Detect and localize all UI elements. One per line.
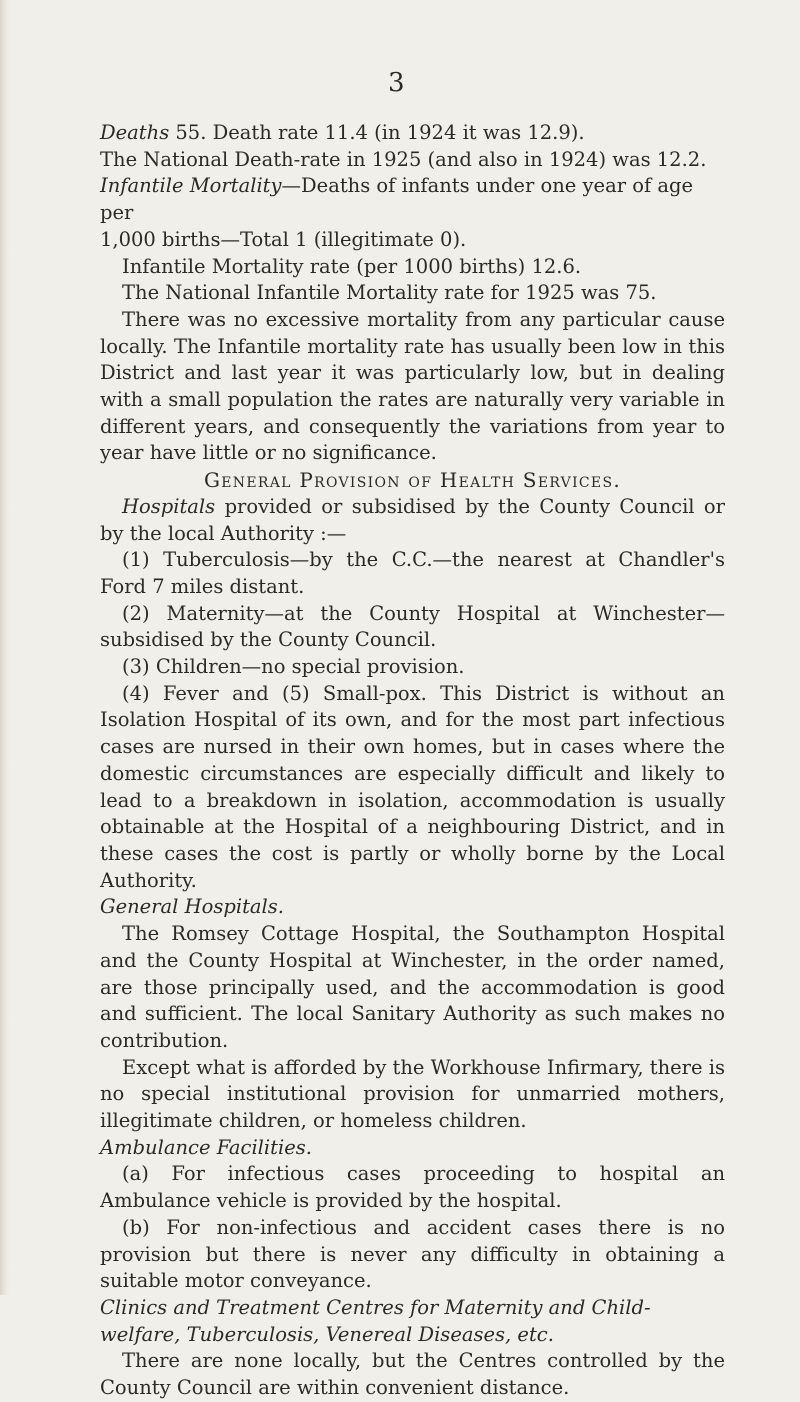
clinics-label: Clinics and Treatment Centres for Maternity and Child-welfare, Tuberculosis, Venereal Diseases, etc. [100,1295,651,1346]
national-infantile-rate: The National Infantile Mortality rate for 1925 was 75. [122,281,657,305]
infantile-label: Infantile Mortality [100,174,282,198]
hospitals-label: Hospitals [122,494,216,518]
hospitals-item-4: (4) Fever and (5) Small-pox. This District is without an Isolation Hospital of its own, and for the most part infectious cases are nursed in their own homes, but in cases where the domestic circumstances are especially difficult and likely to lead to a breakdown in isolation, accommodation is usually obtainable at the Hospital of a neighbouring District, and in these cases the cost is partly or wholly borne by the Local Authority. [100,681,725,892]
page-content [100,120,725,1402]
deaths-label: Deaths [100,121,170,144]
ambulance-label: Ambulance Facilities. [100,1135,312,1159]
hospitals-intro [100,494,725,547]
deaths-line [100,120,725,147]
infantile-text: —Deaths of infants under one year of age per [100,174,694,225]
national-death-rate: The National Death-rate in 1925 (and also in 1924) was 12.2. [100,147,707,171]
infantile-line [100,173,725,226]
general-hospitals-label: General Hospitals. [100,895,284,919]
hospitals-item-3: (3) Children—no special provision. [122,655,465,679]
infantile-rate: Infantile Mortality rate (per 1000 births) 12.6. [122,254,582,278]
ambulance-item-a: (a) For infectious cases proceeding to hospital an Ambulance vehicle is provided by the hospital. [100,1162,725,1213]
section-heading: General Provision of Health Services. [203,468,621,493]
clinics-heading [100,1295,725,1348]
hospitals-intro-text: provided or subsidised by the County Council or by the local Authority :— [100,494,725,545]
infantile-paragraph: There was no excessive mortality from any particular cause locally. The Infantile mortality rate has usually been low in this District and last year it was particularly low, but in dealing with a small population the rates are naturally very variable in different years, and consequently the variations from year to year have little or no significance. [100,307,725,465]
ambulance-item-b: (b) For non-infectious and accident cases there is no provision but there is never any difficulty in obtaining a suitable motor conveyance. [100,1215,725,1293]
hospitals-item-1: (1) Tuberculosis—by the C.C.—the nearest at Chandler's Ford 7 miles distant. [100,548,725,598]
clinics-paragraph: There are none locally, but the Centres controlled by the County Council are within convenient distance. [100,1349,725,1400]
page-number: 3 [388,68,405,98]
infantile-births-total: 1,000 births—Total 1 (illegitimate 0). [100,227,467,251]
deaths-text: 55. Death rate 11.4 (in 1924 it was 12.9). [169,121,585,144]
general-hospitals-paragraph-1: The Romsey Cottage Hospital, the Southampton Hospital and the County Hospital at Winchester, in the order named, are those principally used, and the accommodation is good and sufficient. The local Sanitary Authority as such makes no contribution. [100,922,725,1052]
page-binding-edge [0,0,10,1295]
hospitals-item-2: (2) Maternity—at the County Hospital at Winchester—subsidised by the County Council. [100,601,725,652]
general-hospitals-paragraph-2: Except what is afforded by the Workhouse Infirmary, there is no special institutional provision for unmarried mothers, illegitimate children, or homeless children. [100,1055,725,1133]
ambulance-heading [100,1135,725,1162]
general-hospitals-heading [100,894,725,921]
